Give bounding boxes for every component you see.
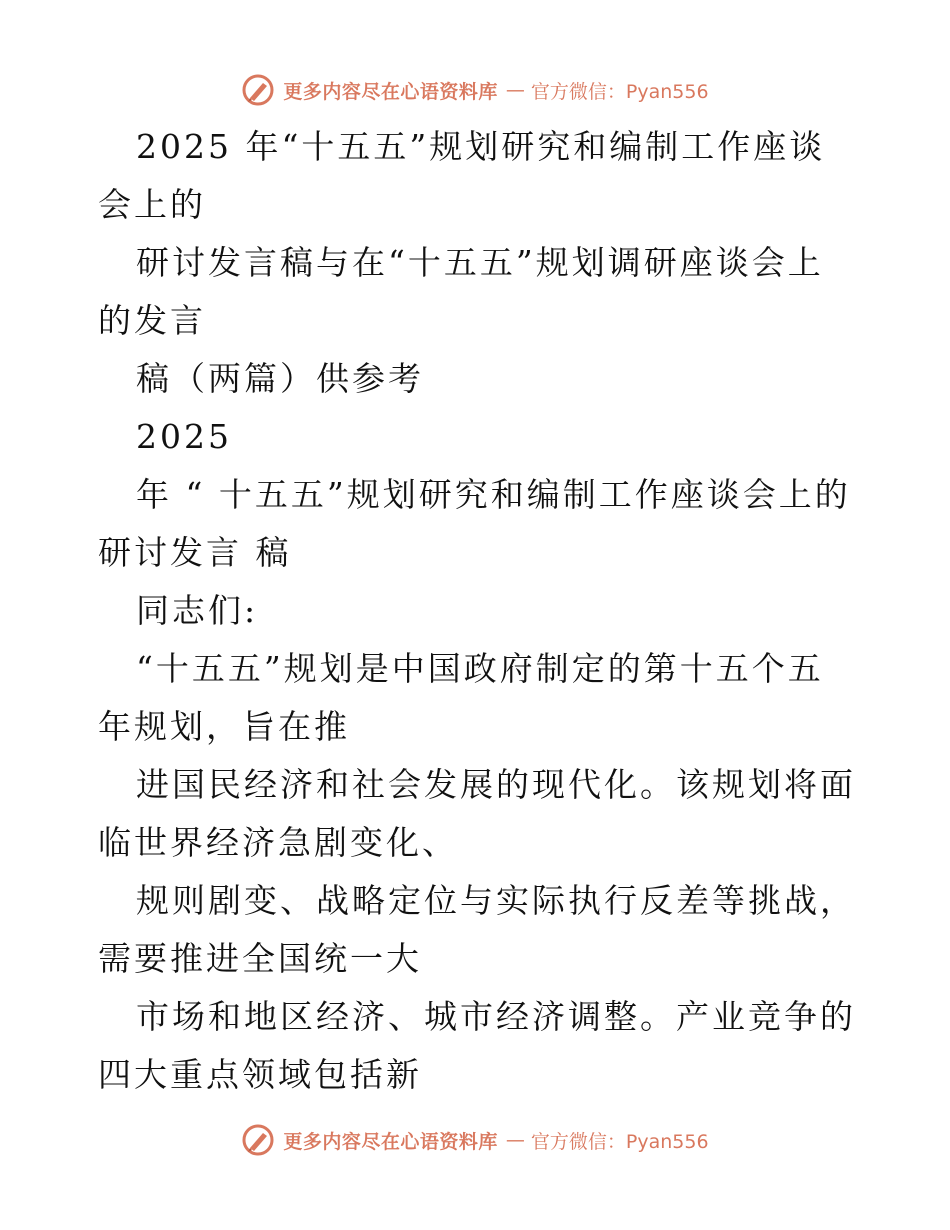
body-paragraph-2: 进国民经济和社会发展的现代化。该规划将面临世界经济急剧变化、	[98, 765, 856, 862]
watermark-text: 更多内容尽在心语资料库	[283, 80, 498, 103]
title-line-3: 稿（两篇）供参考	[136, 359, 424, 398]
watermark-contact: 官方微信：Pyan556	[530, 1130, 709, 1153]
subtitle-title: 年 “ 十五五”规划研究和编制工作座谈会上的研讨发言 稿	[98, 475, 851, 572]
body-paragraph-3: 规则剧变、战略定位与实际执行反差等挑战，需要推进全国统一大	[98, 881, 856, 978]
watermark-contact: 官方微信：Pyan556	[530, 80, 709, 103]
document-body	[98, 118, 858, 1104]
header-watermark	[0, 70, 950, 110]
footer-watermark	[0, 1120, 950, 1160]
salutation: 同志们:	[136, 591, 259, 630]
pen-seal-logo-icon	[241, 1123, 275, 1157]
title-line-2: 研讨发言稿与在“十五五”规划调研座谈会上的发言	[98, 243, 824, 340]
pen-seal-logo-icon	[241, 73, 275, 107]
title-line-1: 2025 年“十五五”规划研究和编制工作座谈会上的	[98, 127, 826, 224]
watermark-separator: —	[505, 79, 523, 101]
body-paragraph-4: 市场和地区经济、城市经济调整。产业竞争的四大重点领域包括新	[98, 997, 856, 1094]
subtitle-year: 2025	[136, 417, 232, 456]
watermark-separator: —	[505, 1129, 523, 1151]
watermark-text: 更多内容尽在心语资料库	[283, 1130, 498, 1153]
body-paragraph-1: “十五五”规划是中国政府制定的第十五个五年规划，旨在推	[98, 649, 824, 746]
